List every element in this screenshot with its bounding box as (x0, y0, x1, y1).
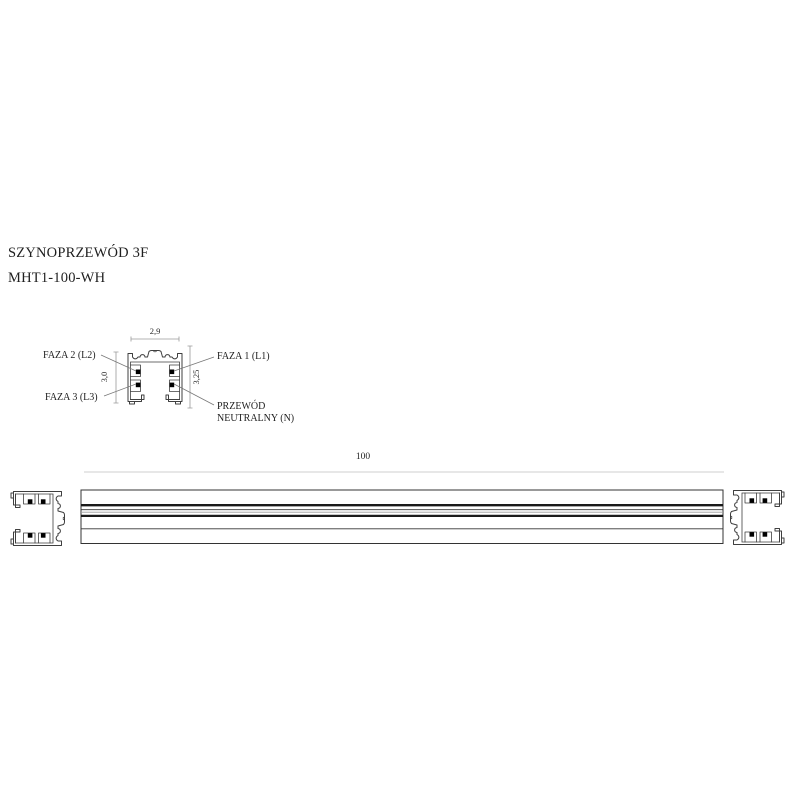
dim-length-label: 100 (355, 452, 371, 462)
neutral-label-line1: PRZEWÓD (217, 401, 266, 412)
dim-height-left-line (114, 352, 119, 403)
cross-section-profile (128, 351, 182, 405)
leader-phase3 (104, 384, 136, 396)
cross-section-view (43, 326, 294, 424)
rail-profile-lines (81, 505, 723, 529)
right-end-view (731, 491, 785, 545)
left-end-view (11, 492, 65, 546)
page-title: SZYNOPRZEWÓD 3F (8, 245, 149, 261)
leader-phase1 (174, 357, 214, 371)
phase1-label: FAZA 1 (L1) (217, 351, 270, 362)
phase2-label: FAZA 2 (L2) (43, 350, 96, 361)
dim-height-left-label: 3,0 (99, 371, 109, 383)
model-number: MHT1-100-WH (8, 270, 106, 286)
dim-width-line (131, 337, 179, 342)
phase3-label: FAZA 3 (L3) (45, 392, 98, 403)
dim-width-label: 2,9 (149, 326, 161, 336)
neutral-label-line2: NEUTRALNY (N) (217, 413, 295, 424)
side-view (11, 452, 784, 546)
dim-height-right-label: 3,25 (191, 369, 201, 385)
